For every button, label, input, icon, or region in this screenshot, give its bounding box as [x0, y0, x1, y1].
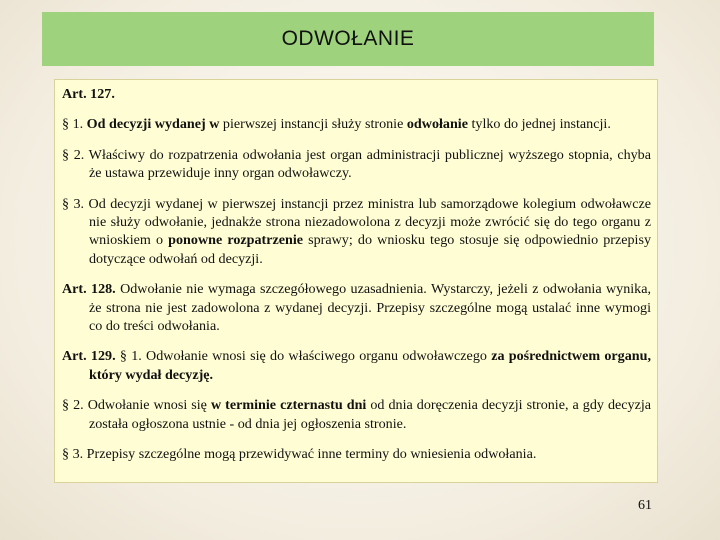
slide-title: ODWOŁANIE [281, 27, 415, 50]
emphasized-text: Od decyzji wydanej w [86, 116, 220, 133]
text-segment: § 2. Właściwy do rozpatrzenia odwołania jest organ administracji publicznej wyższego stopnia, chyba że ustawa przewiduje inny organ odwoławczy. [62, 146, 651, 182]
emphasized-text: w terminie czternastu dni [210, 397, 367, 414]
emphasized-text: Art. 128. [62, 281, 116, 298]
text-segment: pierwszej instancji służy stronie [219, 116, 407, 133]
art-127-paragraph-1 [62, 115, 651, 133]
art-127-paragraph-3 [62, 195, 651, 269]
text-segment: od dnia doręczenia decyzji stronie, a gdy decyzja została ogłoszona ustnie - od dnia jej ogłoszenia stronie. [89, 397, 652, 432]
slide-title-bar [42, 12, 654, 66]
art-129-paragraph-2 [62, 396, 651, 433]
text-segment: § 1. Odwołanie wnosi się do właściwego organu odwoławczego [115, 348, 492, 365]
text-segment: sprawy; do wniosku tego stosuje się odpowiednio przepisy dotyczące odwołań od decyzji. [89, 232, 651, 267]
art-127-heading: Art. 127. [62, 86, 115, 102]
emphasized-text: odwołanie [406, 116, 468, 133]
text-segment: Odwołanie nie wymaga szczegółowego uzasadnienia. Wystarczy, jeżeli z odwołania wynika, że strona nie jest zadowolona z wydanej decyzji. Przepisy szczególne mogą ustalać inne wymogi co do treści odwołania. [89, 281, 651, 335]
emphasized-text: ponowne rozpatrzenie [168, 232, 304, 249]
text-segment: § 3. Przepisy szczególne mogą przewidywać inne terminy do wniesienia odwołania. [62, 446, 537, 463]
text-segment: § 1. [62, 116, 87, 133]
page-number: 61 [638, 498, 652, 513]
art-129-paragraph-3 [62, 445, 651, 463]
text-segment: § 2. Odwołanie wnosi się [62, 397, 211, 414]
legal-text-box [54, 79, 658, 483]
art-129-paragraph-1 [62, 347, 651, 384]
text-segment: tylko do jednej instancji. [467, 116, 611, 133]
emphasized-text: za pośrednictwem organu, który wydał decyzję. [89, 348, 651, 383]
emphasized-text: Art. 129. [62, 348, 116, 365]
art-127-paragraph-2 [62, 146, 651, 183]
art-128-paragraph [62, 280, 651, 335]
text-segment: § 3. Od decyzji wydanej w pierwszej instancji przez ministra lub samorządowe kolegium odwoławcze nie służy odwołanie, jednakże strona niezadowolona z decyzji może zwrócić się do tego organu z wnioskiem o [62, 195, 651, 249]
